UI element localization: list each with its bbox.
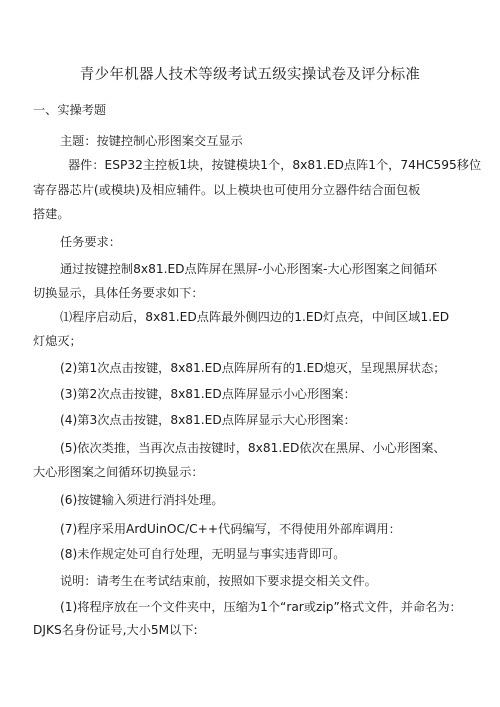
topic-heading: 主题：按键控制心形图案交互显示 [60, 134, 243, 148]
submit-1-line-2: DJKS名身份证号,大小5M以下: [33, 623, 198, 637]
note: 说明：请考生在考试结束前，按照如下要求提交相关文件。 [60, 574, 377, 588]
requirement-1-line-2: 灯熄灭； [33, 334, 82, 348]
submit-1-line-1: (1)将程序放在一个文件夹中，压缩为1个“rar或zip”格式文件，并命名为： [60, 600, 462, 614]
requirement-5-line-1: (5)依次类推，当再次点击按键时，8x81.ED依次在黑屏、小心形图案、 [60, 441, 446, 455]
requirement-6: (6)按键输入须进行消抖处理。 [60, 493, 224, 507]
requirement-5-line-2: 大心形图案之间循环切换显示： [33, 465, 204, 479]
requirement-4: (4)第3次点击按键，8x81.ED点阵屏显示大心形图案： [60, 413, 356, 427]
intro-line-2: 切换显示，具体任务要求如下： [33, 286, 204, 300]
requirement-2: (2)第1次点击按键，8x81.ED点阵屏所有的1.ED熄灭，呈现黑屏状态； [60, 361, 446, 375]
requirement-1-line-1: ⑴程序启动后，8x81.ED点阵最外侧四边的1.ED灯点亮，中间区域1.ED [60, 310, 450, 324]
requirement-7: (7)程序采用ArdUinOC/C++代码编写，不得使用外部库调用： [60, 522, 401, 536]
requirement-8: (8)未作规定处可自行处理，无明显与事实违背即可。 [60, 547, 346, 561]
section-heading: 一、实操考题 [33, 103, 107, 117]
task-heading: 任务要求： [60, 235, 121, 249]
intro-line-1: 通过按键控制8x81.ED点阵屏在黑屏-小心形图案-大心形图案之间循环 [60, 262, 438, 276]
equipment-line-1: 器件：ESP32主控板1块，按键模块1个，8x81.ED点阵1个，74HC595移位 [68, 158, 482, 172]
equipment-line-2: 寄存器芯片(或模块)及相应辅件。以上模块也可使用分立器件结合面包板 [33, 183, 421, 197]
equipment-line-3: 搭建。 [33, 207, 70, 221]
requirement-3: (3)第2次点击按键，8x81.ED点阵屏显示小心形图案： [60, 387, 356, 401]
document-title: 青少年机器人技术等级考试五级实操试卷及评分标准 [79, 67, 421, 83]
